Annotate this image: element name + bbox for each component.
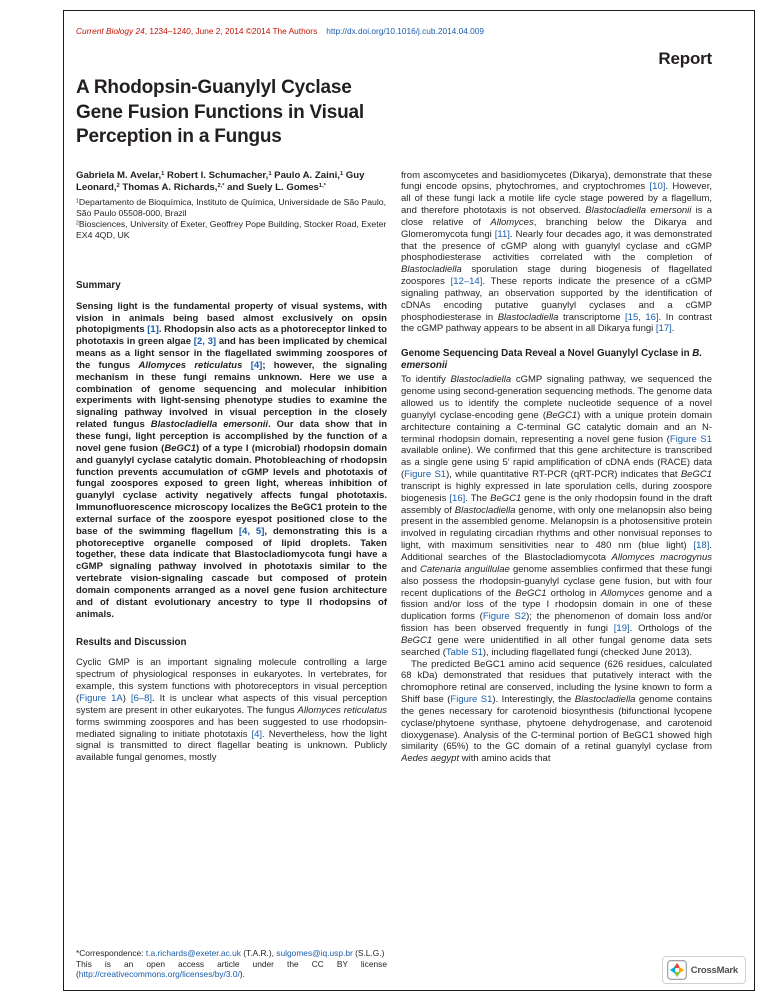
inline-link[interactable]: t.a.richards@exeter.ac.uk	[145, 948, 241, 959]
footnote-block	[76, 938, 387, 980]
page-frame	[63, 10, 755, 991]
correspondence-note: *Correspondence: t.a.richards@exeter.ac.uk (T.A.R.), sulgomes@iq.usp.br (S.L.G.)	[76, 948, 385, 959]
crossmark-label: CrossMark	[690, 964, 738, 976]
inline-link[interactable]: Figure S1	[404, 469, 447, 481]
inline-link[interactable]: Figure S2	[482, 611, 527, 623]
results-paragraph: Cyclic GMP is an important signaling molecule controlling a large spectrum of physiological responses in eukaryotes. In vertebrates, for example, this system functions with photoreceptors in visual perception (Figure 1A) [6–8]. It is unclear what aspects of this visual perception system are present in other eukaryotes. The fungus Allomyces reticulatus forms swimming zoospores and has been suggested to use rhodopsin-mediated signaling to initiate phototaxis [4]. Nevertheless, how the light signal is transmitted to direct flagellar beating is unknown. Publicly available fungal genomes, mostly	[76, 657, 387, 764]
two-column-layout	[76, 170, 712, 981]
right-column	[401, 170, 712, 981]
summary-heading: Summary	[76, 279, 121, 291]
inline-link[interactable]: [11]	[494, 228, 510, 240]
inline-link[interactable]: [12–14]	[450, 276, 483, 288]
title-line-3: Perception in a Fungus	[76, 126, 282, 147]
inline-link[interactable]: [1]	[147, 324, 159, 336]
title-line-2: Gene Fusion Functions in Visual	[76, 101, 364, 123]
inline-link[interactable]: [4, 5]	[238, 525, 265, 537]
inline-link[interactable]: sulgomes@iq.usp.br	[276, 948, 353, 959]
summary-text: Sensing light is the fundamental property of visual systems, with vision in animals being based almost exclusively on opsin photopigments [1]. Rhodopsin also acts as a photoreceptor linked to phototaxis in green algae [2, 3] and has been implicated by chemical means as a light sensor in the flagellated swimming zoospores of the fungus Allomyces reticulatus [4]; however, the signaling mechanism in these fungi remains unknown. Here we use a combination of genome sequencing and molecular inhibition experiments with light-sensing phenotype studies to examine the signaling pathway involved in visual perception in the closely related fungus Blastocladiella emersonii. Our data show that in these fungi, light perception is accomplished by the function of a novel gene fusion (BeGC1) of a type I (microbial) rhodopsin domain and guanylyl cyclase catalytic domain. Photobleaching of rhodopsin function prevents accumulation of cGMP levels and phototaxis of fungal zoospores exposed to green light, whereas inhibition of guanylyl cyclase activity negatively affects fungal phototaxis. Immunofluorescence microscopy localizes the BeGC1 protein to the external surface of the zoospore eyespot positioned close to the base of the swimming flagellum [4, 5], demonstrating this is a photoreceptive organelle composed of lipid droplets. Taken together, these data indicate that Blastocladiomycota fungi have a cGMP signaling pathway involved in phototaxis similar to the vertebrate vision-signaling cascade but composed of protein domain components arranged as a novel gene fusion architecture and of distant evolutionary ancestry to type II rhodopsins of animals.	[76, 300, 387, 620]
inline-link[interactable]: [6–8]	[130, 693, 153, 704]
results-heading: Results and Discussion	[76, 637, 187, 649]
inline-link[interactable]: [10]	[649, 181, 666, 193]
paragraph: To identify Blastocladiella cGMP signaling pathway, we sequenced the genome using second-generation sequencing methods. The genome data allowed us to identify the complete nucleotide sequence of a novel guanylyl cyclase-encoding gene (BeGC1) with a unique protein domain architecture containing a C-terminal GC catalytic domain and an N-terminal rhodopsin domain, representing a novel gene fusion (Figure S1 available online). We confirmed that this gene architecture is transcribed as a single gene using 5′ rapid amplification of cDNA ends (RACE) data (Figure S1), while quantitative RT-PCR (qRT-PCR) indicates that BeGC1 transcript is highly expressed in late sporulation cells, during zoospore biogenesis [16]. The BeGC1 gene is the only rhodopsin found in the draft assembly of Blastocladiella genome, with only one melanopsin also being present in the assembled genome. Melanopsin is a photosensitive protein involved in regulating circadian rhythms and other nonvisual reponses to light, with maximum sensitivities near to 480 nm (blue light) [18]. Additional searches of the Blastocladiomycota Allomyces macrogynus and Catenaria anguillulae genome assemblies confirmed that these fungi also possess the rhodopsin-guanylyl cyclase gene fusion, but with four recent duplications of the BeGC1 ortholog in Allomyces genome and a fission and/or loss of the type I rhodopsin domain in one of these duplication forms (Figure S2); the phenomenon of domain loss and/or fission has been observed frequently in fungi [19]. Orthologs of the BeGC1 gene were unidentified in all other fungal genome data sets searched (Table S1), including flagellated fungi (checked June 2013).	[401, 374, 712, 658]
inline-link[interactable]: [2, 3]	[193, 336, 217, 348]
affiliation-2: $^2$Biosciences, University of Exeter, Geoffrey Pope Building, Stocker Road, Exeter EX4 4QD, UK	[76, 219, 387, 241]
inline-link[interactable]: [15, 16]	[625, 311, 659, 323]
inline-link[interactable]: Table S1	[445, 646, 483, 658]
inline-link[interactable]: [16]	[449, 492, 466, 504]
inline-link[interactable]: Figure S1	[669, 433, 712, 445]
crossmark-badge[interactable]	[662, 956, 746, 984]
paragraph: from ascomycetes and basidiomycetes (Dikarya), demonstrate that these fungi encode opsins, phytochromes, and cryptochromes [10]. However, all of these fungi lack a motile life cycle stage powered by a flagellum, and therefore phototaxis is not observed. Blastocladiella emersonii is a close relative of Allomyces, branching below the Dikarya and Glomeromycota fungi [11]. Nearly four decades ago, it was demonstrated that the presence of cGMP along with guanylyl cyclase and cGMP phosphodiesterase activities correlated with the completion of Blastocladiella sporulation stage during biogenesis of flagellated zoospores [12–14]. These reports indicate the presence of a cGMP signaling pathway, an observation supported by the identification of cDNAs encoding putative guanylyl cyclases and a cGMP phosphodiesterase in Blastocladiella transcriptome [15, 16]. In contrast the cGMP pathway appears to be absent in all Dikarya fungi [17].	[401, 169, 712, 335]
paragraph: The predicted BeGC1 amino acid sequence (626 residues, calculated 68 kDa) demonstrated that residues that putatively interact with the chromophore retinal are conserved, including the lysine known to form a Shiff base (Figure S1). Interestingly, the Blastocladiella genome contains the genes necessary for carotenoid biosynthesis (bifunctional lycopene cyclase/phytoene synthase, phytoene dehydrogenase, and carotenoid dioxygenase). Analysis of the C-terminal portion of BeGC1 showed high similarity (65%) to the GC domain of a retinal guanylyl cyclase from Aedes aegypt with amino acids that	[401, 658, 712, 765]
left-column	[76, 170, 387, 981]
article-type-label: Report	[658, 49, 712, 68]
journal-citation: Current Biology 24, 1234–1240, June 2, 2014 ©2014 The Authors	[76, 26, 318, 36]
inline-link[interactable]: [18]	[693, 540, 710, 552]
inline-link[interactable]: Figure S1	[450, 694, 493, 706]
authors-line: Gabriela M. Avelar,$^1$ Robert I. Schumacher,$^1$ Paulo A. Zaini,$^1$ Guy Leonard,$^2$ Thomas A. Richards,$^{2,*}$ and Suely L. Gomes$^{1,*}$	[76, 169, 365, 193]
inline-link[interactable]: http://creativecommons.org/licenses/by/3.0/	[78, 969, 240, 980]
affiliation-1: $^1$Departamento de Bioquímica, Instituto de Química, Universidade de São Paulo, São Paulo 05508-000, Brazil	[76, 196, 387, 218]
crossmark-emblem-icon	[667, 960, 687, 980]
genome-sequencing-heading: Genome Sequencing Data Reveal a Novel Guanylyl Cyclase in B. emersonii	[401, 348, 703, 372]
inline-link[interactable]: [4]	[251, 728, 263, 740]
journal-header	[76, 26, 712, 36]
inline-link[interactable]: Figure 1A	[79, 693, 123, 704]
title-line-1: A Rhodopsin-Guanylyl Cyclase	[76, 77, 352, 98]
article-title	[76, 76, 712, 150]
inline-link[interactable]: [4]	[250, 359, 263, 371]
affiliations-block	[76, 197, 387, 242]
license-note: This is an open access article under the CC BY license (http://creativecommons.org/licenses/by/3.0/).	[76, 958, 387, 980]
inline-link[interactable]: [19]	[613, 623, 630, 635]
doi-link[interactable]: http://dx.doi.org/10.1016/j.cub.2014.04.009	[326, 26, 484, 36]
inline-link[interactable]: [17]	[655, 323, 672, 335]
